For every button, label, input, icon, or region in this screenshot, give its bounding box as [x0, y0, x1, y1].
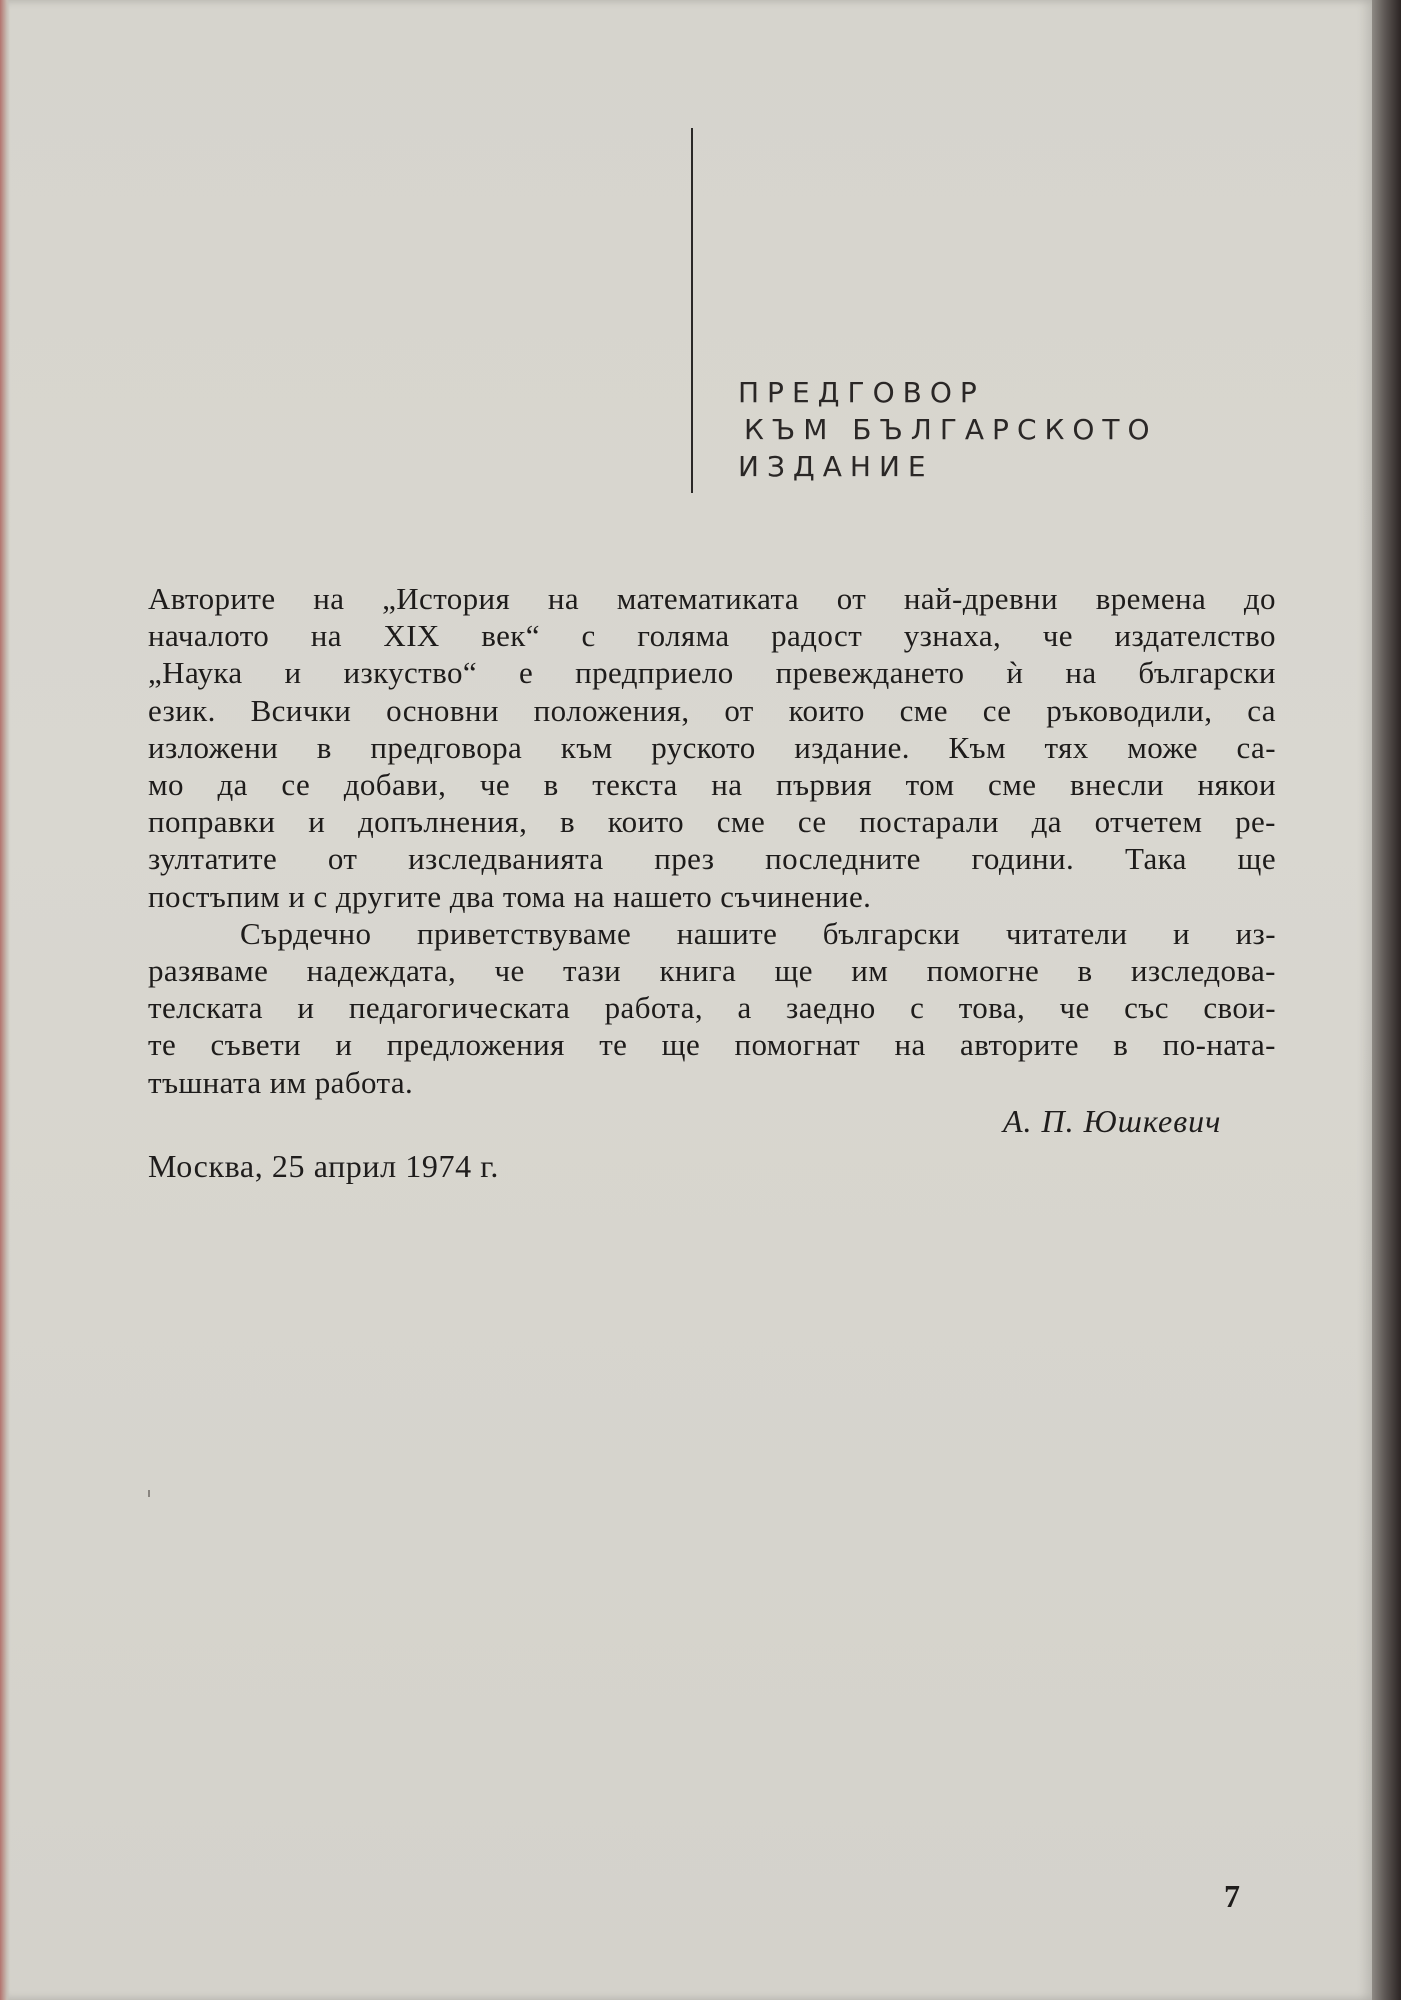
word: педагогическата: [348, 990, 571, 1026]
word: издателство: [1114, 618, 1276, 654]
paper-speck: [148, 1490, 150, 1497]
word: предговора: [370, 729, 523, 765]
word: внесли: [1069, 767, 1164, 803]
page-edge: [1372, 0, 1401, 2000]
word: на: [711, 767, 743, 803]
word: те: [148, 1027, 177, 1063]
word: в: [1077, 953, 1093, 989]
word: сме: [899, 692, 948, 728]
body-line: [148, 692, 1276, 729]
word: изкуство“: [343, 655, 478, 691]
heading-line-2: КЪМ БЪЛГАРСКОТО: [744, 413, 1158, 446]
word: тази: [562, 953, 622, 989]
word: български: [1138, 655, 1276, 691]
word: се: [982, 692, 1012, 728]
word: че: [1059, 990, 1090, 1026]
word: най-древни: [903, 581, 1058, 616]
word: съвети: [210, 1027, 302, 1063]
word: Авторите: [148, 581, 276, 616]
word: постарали: [859, 804, 999, 840]
word: времена: [1095, 581, 1207, 616]
word: на: [1065, 655, 1097, 691]
word: радост: [771, 618, 863, 654]
word: математиката: [616, 581, 799, 616]
body-line: [148, 654, 1276, 691]
word: руското: [651, 729, 756, 765]
section-heading: [738, 374, 1158, 485]
word: XIX: [383, 618, 440, 654]
word: години.: [971, 841, 1075, 877]
heading-line-1: ПРЕДГОВОР: [738, 376, 985, 409]
word: голяма: [637, 618, 730, 654]
word: поправки: [148, 804, 276, 840]
word: „Наука: [148, 655, 243, 691]
body-line: [148, 729, 1276, 766]
word: телската: [148, 990, 263, 1026]
author-signature: А. П. Юшкевич: [1003, 1103, 1222, 1139]
word: сме: [716, 804, 766, 840]
body-line: [148, 617, 1276, 654]
word: помогне: [926, 953, 1040, 989]
word: до: [1243, 581, 1276, 616]
word: Всички: [250, 692, 352, 728]
word: с: [910, 990, 925, 1026]
word: добави,: [343, 767, 447, 803]
word: век“: [481, 618, 540, 654]
word: Сърдечно: [240, 915, 372, 951]
body-line: [148, 1026, 1276, 1063]
word: изложени: [148, 729, 279, 765]
word: че: [479, 767, 511, 803]
word: книга: [659, 953, 737, 989]
word: че: [494, 953, 525, 989]
word: ще: [1237, 841, 1276, 877]
word: из-: [1235, 915, 1276, 951]
word: в: [1113, 1027, 1129, 1063]
word: предложения: [386, 1027, 565, 1063]
body-line: тъшната им работа.: [148, 1064, 414, 1100]
word: основни: [386, 692, 499, 728]
binding-edge: [0, 0, 10, 2000]
word: се: [797, 804, 827, 840]
word: а: [737, 990, 752, 1026]
word: от: [327, 841, 358, 877]
word: да: [1031, 804, 1062, 840]
word: изследова-: [1130, 953, 1276, 989]
word: със: [1124, 990, 1169, 1026]
word: и: [308, 804, 326, 840]
word: те: [599, 1027, 628, 1063]
word: узнаха,: [903, 618, 1002, 654]
word: през: [654, 841, 715, 877]
word: е: [518, 655, 534, 691]
word: някои: [1197, 767, 1276, 803]
word: в: [560, 804, 576, 840]
word: които: [788, 692, 865, 728]
word: и: [335, 1027, 353, 1063]
word: и: [284, 655, 302, 691]
place-date: Москва, 25 април 1974 г.: [148, 1148, 500, 1184]
word: зултатите: [148, 841, 278, 877]
word: са: [1247, 692, 1276, 728]
word: издание.: [794, 729, 910, 765]
word: ще: [661, 1027, 701, 1063]
body-line: [148, 989, 1276, 1026]
word: том: [905, 767, 955, 803]
word: последните: [765, 841, 921, 877]
word: от: [724, 692, 754, 728]
word: надеждата,: [306, 953, 457, 989]
word: текста: [592, 767, 678, 803]
word: свои-: [1203, 990, 1276, 1026]
word: с: [581, 618, 596, 654]
word: помогнат: [734, 1027, 861, 1063]
word: превеждането: [775, 655, 965, 691]
body-line: [148, 915, 1276, 952]
page-number: 7: [1224, 1878, 1240, 1914]
word: които: [607, 804, 685, 840]
word: нашите: [676, 915, 778, 951]
word: изследванията: [408, 841, 604, 877]
word: в: [316, 729, 332, 765]
word: ѝ: [1006, 655, 1024, 691]
word: се: [281, 767, 311, 803]
word: работа,: [604, 990, 703, 1026]
word: и: [1173, 915, 1191, 951]
body-line: [148, 580, 1276, 617]
body-line: [148, 766, 1276, 803]
word: ре-: [1235, 804, 1276, 840]
word: авторите: [960, 1027, 1079, 1063]
word: приветствуваме: [417, 915, 632, 951]
word: отчетем: [1094, 804, 1203, 840]
word: сме: [988, 767, 1037, 803]
body-text: [148, 580, 1276, 1101]
word: са-: [1236, 729, 1276, 765]
body-line: постъпим и с другите два тома на нашето съчинение.: [148, 878, 872, 914]
word: ръководили,: [1046, 692, 1213, 728]
word: мо: [148, 767, 184, 803]
word: че: [1042, 618, 1073, 654]
heading-line-3: ИЗДАНИЕ: [738, 450, 934, 483]
body-line: [148, 840, 1276, 877]
word: от: [836, 581, 867, 616]
word: Към: [948, 729, 1006, 765]
word: на: [313, 581, 345, 616]
word: и: [297, 990, 315, 1026]
body-line: [148, 952, 1276, 989]
word: началото: [148, 618, 270, 654]
word: на: [547, 581, 580, 616]
word: към: [560, 729, 613, 765]
word: заедно: [786, 990, 876, 1026]
word: първия: [776, 767, 873, 803]
word: им: [851, 953, 889, 989]
word: положения,: [533, 692, 690, 728]
word: ще: [774, 953, 813, 989]
word: „История: [382, 581, 511, 616]
word: на: [894, 1027, 926, 1063]
word: да: [217, 767, 248, 803]
word: предприело: [575, 655, 734, 691]
word: читатели: [1005, 915, 1128, 951]
word: в: [543, 767, 559, 803]
word: по-ната-: [1162, 1027, 1276, 1063]
word: разяваме: [148, 953, 269, 989]
heading-rule: [691, 128, 693, 493]
word: допълнения,: [357, 804, 528, 840]
word: може: [1127, 729, 1198, 765]
word: език.: [148, 692, 216, 728]
body-line: [148, 803, 1276, 840]
word: български: [822, 915, 961, 951]
word: това,: [958, 990, 1026, 1026]
word: Така: [1124, 841, 1187, 877]
word: на: [310, 618, 342, 654]
word: тях: [1044, 729, 1089, 765]
